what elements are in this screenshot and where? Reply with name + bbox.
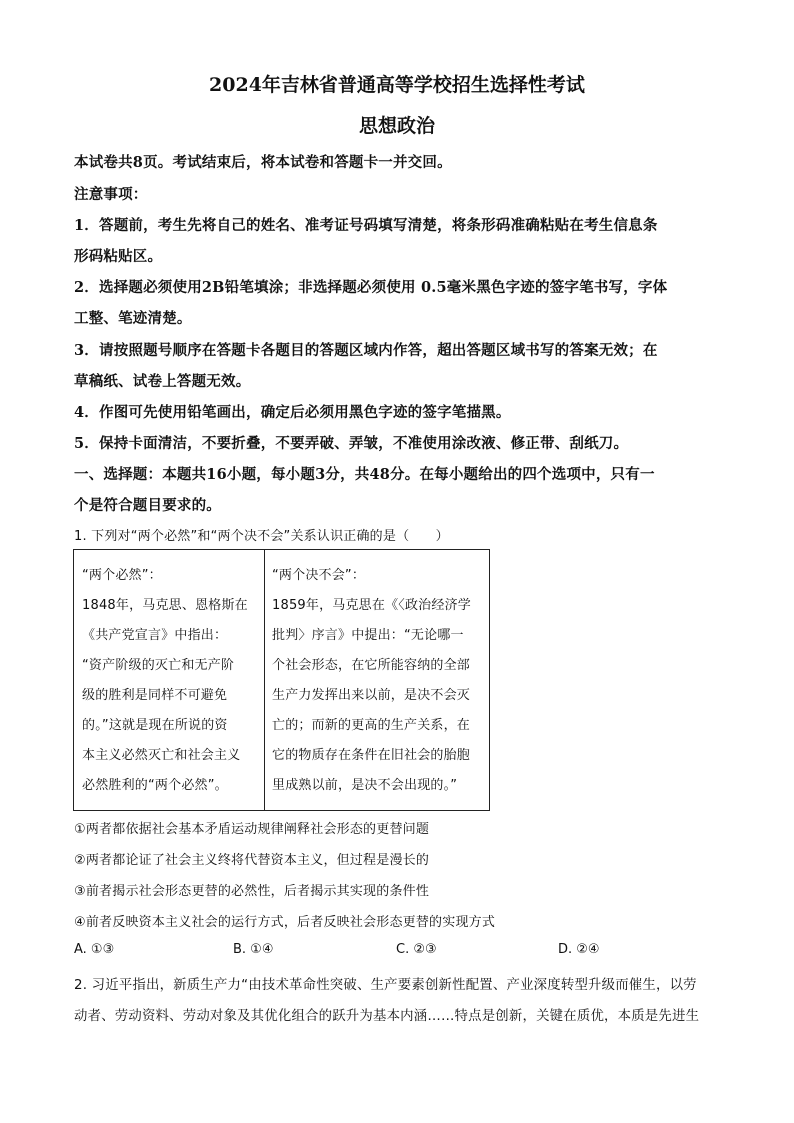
question-1-table — [73, 549, 490, 811]
rule-line: 5．保持卡面清洁，不要折叠，不要弄破、弄皱，不准使用涂改液、修正带、刮纸刀。 — [74, 435, 629, 452]
left-cell-line: “两个必然”： — [82, 568, 162, 583]
option-a: A. ①③ — [74, 942, 115, 957]
left-cell-line: 的。”这就是现在所说的资 — [82, 718, 228, 733]
option-c: C. ②③ — [396, 942, 437, 957]
left-cell-line: “资产阶级的灭亡和无产阶 — [82, 658, 235, 673]
exam-title: 2024年吉林省普通高等学校招生选择性考试 — [209, 74, 585, 96]
rule-line: 1．答题前，考生先将自己的姓名、准考证号码填写清楚，将条形码准确粘贴在考生信息条 — [74, 217, 658, 234]
section-heading: 个是符合题目要求的。 — [74, 497, 221, 514]
right-cell-line: 它的物质存在条件在旧社会的胎胞 — [272, 748, 471, 763]
right-cell-line: 生产力发挥出来以前，是决不会灭 — [272, 688, 471, 703]
rule-line: 形码粘贴区。 — [74, 248, 163, 265]
left-cell-line: 《共产党宣言》中指出： — [82, 628, 228, 643]
right-cell-line: 批判〉序言》中提出：“无论哪一 — [272, 628, 464, 643]
attention-heading: 注意事项： — [74, 186, 148, 203]
table-divider — [264, 550, 265, 810]
section-heading: 一、选择题：本题共16小题，每小题3分，共48分。在每小题给出的四个选项中，只有一 — [74, 466, 655, 483]
question-1-stem: 1. 下列对“两个必然”和“两个决不会”关系认识正确的是（ ） — [74, 529, 449, 544]
right-cell-line: “两个决不会”： — [272, 568, 366, 583]
right-cell-line: 个社会形态，在它所能容纳的全部 — [272, 658, 471, 673]
statement-4: ④前者反映资本主义社会的运行方式，后者反映社会形态更替的实现方式 — [74, 915, 496, 930]
question-2-line: 动者、劳动资料、劳动对象及其优化组合的跃升为基本内涵……特点是创新，关键在质优，本质是先进生 — [74, 1009, 700, 1024]
rule-line: 草稿纸、试卷上答题无效。 — [74, 373, 251, 390]
left-cell-line: 1848年，马克思、恩格斯在 — [82, 598, 248, 613]
right-cell-line: 亡的；而新的更高的生产关系，在 — [272, 718, 471, 733]
option-d: D. ②④ — [558, 942, 600, 957]
statement-1: ①两者都依据社会基本矛盾运动规律阐释社会形态的更替问题 — [74, 822, 430, 837]
option-b: B. ①④ — [233, 942, 274, 957]
notice-text: 本试卷共8页。考试结束后，将本试卷和答题卡一并交回。 — [74, 154, 452, 171]
rule-line: 3．请按照题号顺序在答题卡各题目的答题区域内作答，超出答题区域书写的答案无效；在 — [74, 342, 658, 359]
right-cell-line: 里成熟以前，是决不会出现的。” — [272, 778, 458, 793]
rule-line: 2．选择题必须使用2B铅笔填涂；非选择题必须使用 0.5毫米黑色字迹的签字笔书写，字体 — [74, 279, 668, 296]
subject-title: 思想政治 — [358, 115, 435, 137]
rule-line: 工整、笔迹清楚。 — [74, 310, 192, 327]
question-2-line: 2. 习近平指出，新质生产力“由技术革命性突破、生产要素创新性配置、产业深度转型升级而催生，以劳 — [74, 978, 697, 993]
statement-3: ③前者揭示社会形态更替的必然性，后者揭示其实现的条件性 — [74, 884, 430, 899]
left-cell-line: 级的胜利是同样不可避免 — [82, 688, 228, 703]
statement-2: ②两者都论证了社会主义终将代替资本主义，但过程是漫长的 — [74, 853, 430, 868]
rule-line: 4．作图可先使用铅笔画出，确定后必须用黑色字迹的签字笔描黑。 — [74, 404, 511, 421]
left-cell-line: 本主义必然灭亡和社会主义 — [82, 748, 241, 763]
right-cell-line: 1859年，马克思在《〈政治经济学 — [272, 598, 471, 613]
left-cell-line: 必然胜利的“两个必然”。 — [82, 778, 228, 793]
